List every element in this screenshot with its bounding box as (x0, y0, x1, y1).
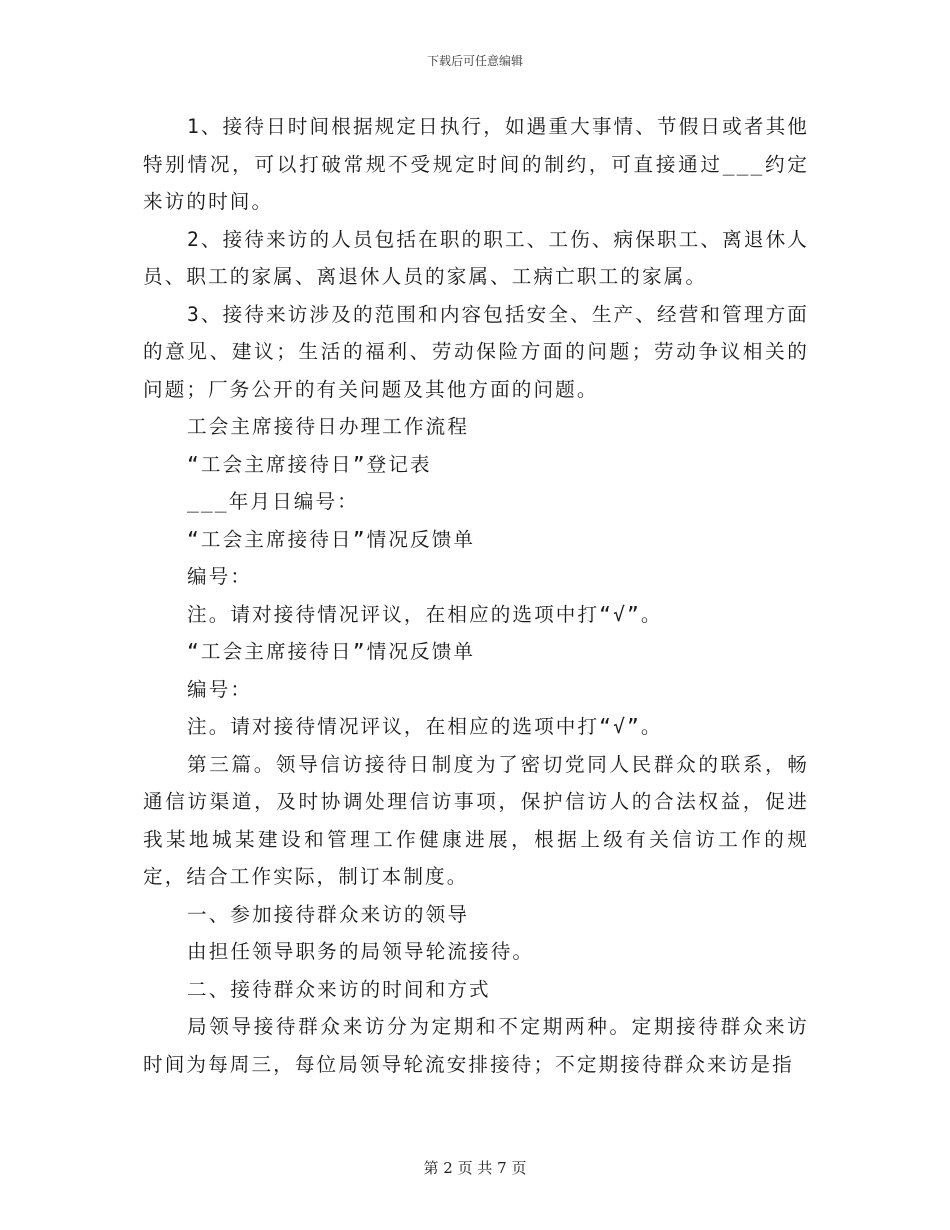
paragraph-3: 3、接待来访涉及的范围和内容包括安全、生产、经营和管理方面的意见、建议；生活的福利、劳动保险方面的问题；劳动争议相关的问题；厂务公开的有关问题及其他方面的问题。 (143, 302, 809, 401)
paragraph-2: 2、接待来访的人员包括在职的职工、工伤、病保职工、离退休人员、职工的家属、离退休人员的家属、工病亡职工的家属。 (143, 227, 809, 288)
paragraph-leaders-rotation: 由担任领导职务的局领导轮流接待。 (187, 940, 535, 963)
form-number-line-1: 编号： (187, 565, 253, 588)
paragraph-chapter-three: 第三篇。领导信访接待日制度为了密切党同人民群众的联系，畅通信访渠道，及时协调处理信访事项，保护信访人的合法权益，促进我某地城某建设和管理工作健康进展，根据上级有关信访工作的规定，结合工作实际，制订本制度。 (143, 752, 809, 888)
paragraph-reception-schedule: 局领导接待群众来访分为定期和不定期两种。定期接待群众来访时间为每周三，每位局领导轮流安排接待；不定期接待群众来访是指 (143, 1015, 809, 1076)
form-title-registration: “工会主席接待日”登记表 (187, 452, 432, 476)
form-note-1: 注。请对接待情况评议，在相应的选项中打“√”。 (187, 602, 663, 626)
paragraph-1: 1、接待日时间根据规定日执行，如遇重大事情、节假日或者其他特别情况，可以打破常规不受规定时间的制约，可直接通过___约定来访的时间。 (143, 115, 809, 213)
page-footer: 第 2 页 共 7 页 (423, 1159, 527, 1177)
form-title-feedback-2: “工会主席接待日”情况反馈单 (187, 640, 476, 663)
page-header: 下载后可任意编辑 (426, 54, 523, 68)
form-title-feedback-1: “工会主席接待日”情况反馈单 (187, 527, 476, 551)
form-number-line-2: 编号： (187, 677, 253, 701)
form-date-number-line: ___年月日编号： (187, 490, 359, 513)
section-heading-workflow: 工会主席接待日办理工作流程 (187, 415, 470, 438)
section-heading-one: 一、参加接待群众来访的领导 (187, 902, 470, 926)
document-body (143, 108, 809, 1083)
section-heading-two: 二、接待群众来访的时间和方式 (187, 977, 491, 1001)
form-note-2: 注。请对接待情况评议，在相应的选项中打“√”。 (187, 715, 663, 738)
